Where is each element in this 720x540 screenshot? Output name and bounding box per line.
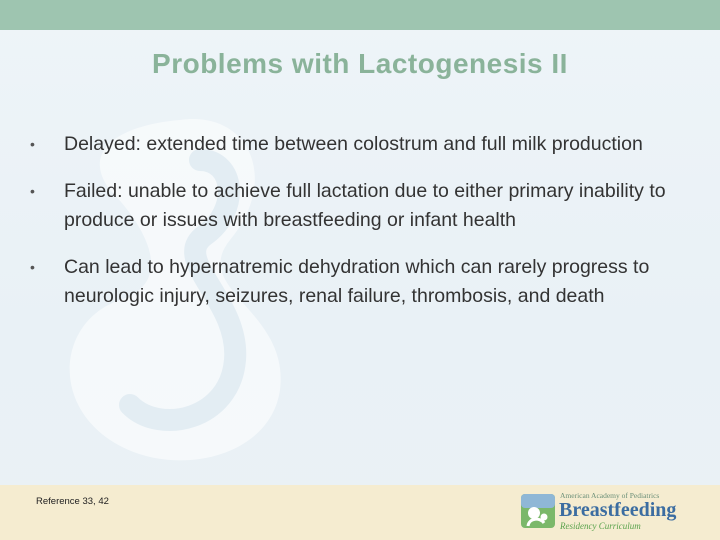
mother-child-logo-icon <box>520 493 556 529</box>
slide-title: Problems with Lactogenesis II <box>152 48 568 79</box>
bullet-icon: • <box>30 182 35 199</box>
bullet-text: Failed: unable to achieve full lactation due to either primary inability to produce or issues with breastfeeding or infant health <box>64 179 666 231</box>
breastfeeding-curriculum-logo <box>520 490 690 534</box>
bullet-text: Delayed: extended time between colostrum and full milk production <box>64 133 643 155</box>
reference-note: Reference 33, 42 <box>36 496 109 507</box>
bullet-icon: • <box>30 136 35 152</box>
bullet-list <box>30 130 670 329</box>
bullet-item <box>30 253 670 312</box>
logo-org-text: American Academy of Pediatrics <box>560 491 660 500</box>
bullet-text: Can lead to hypernatremic dehydration which can rarely progress to neurologic injury, seizures, renal failure, thrombosis, and death <box>64 255 650 307</box>
bullet-item <box>30 177 670 236</box>
bullet-item <box>30 130 670 160</box>
logo-main-text: Breastfeeding <box>559 499 677 521</box>
logo-sub-text: Residency Curriculum <box>560 521 641 531</box>
bullet-icon: • <box>30 258 35 275</box>
top-accent-bar <box>0 0 720 30</box>
